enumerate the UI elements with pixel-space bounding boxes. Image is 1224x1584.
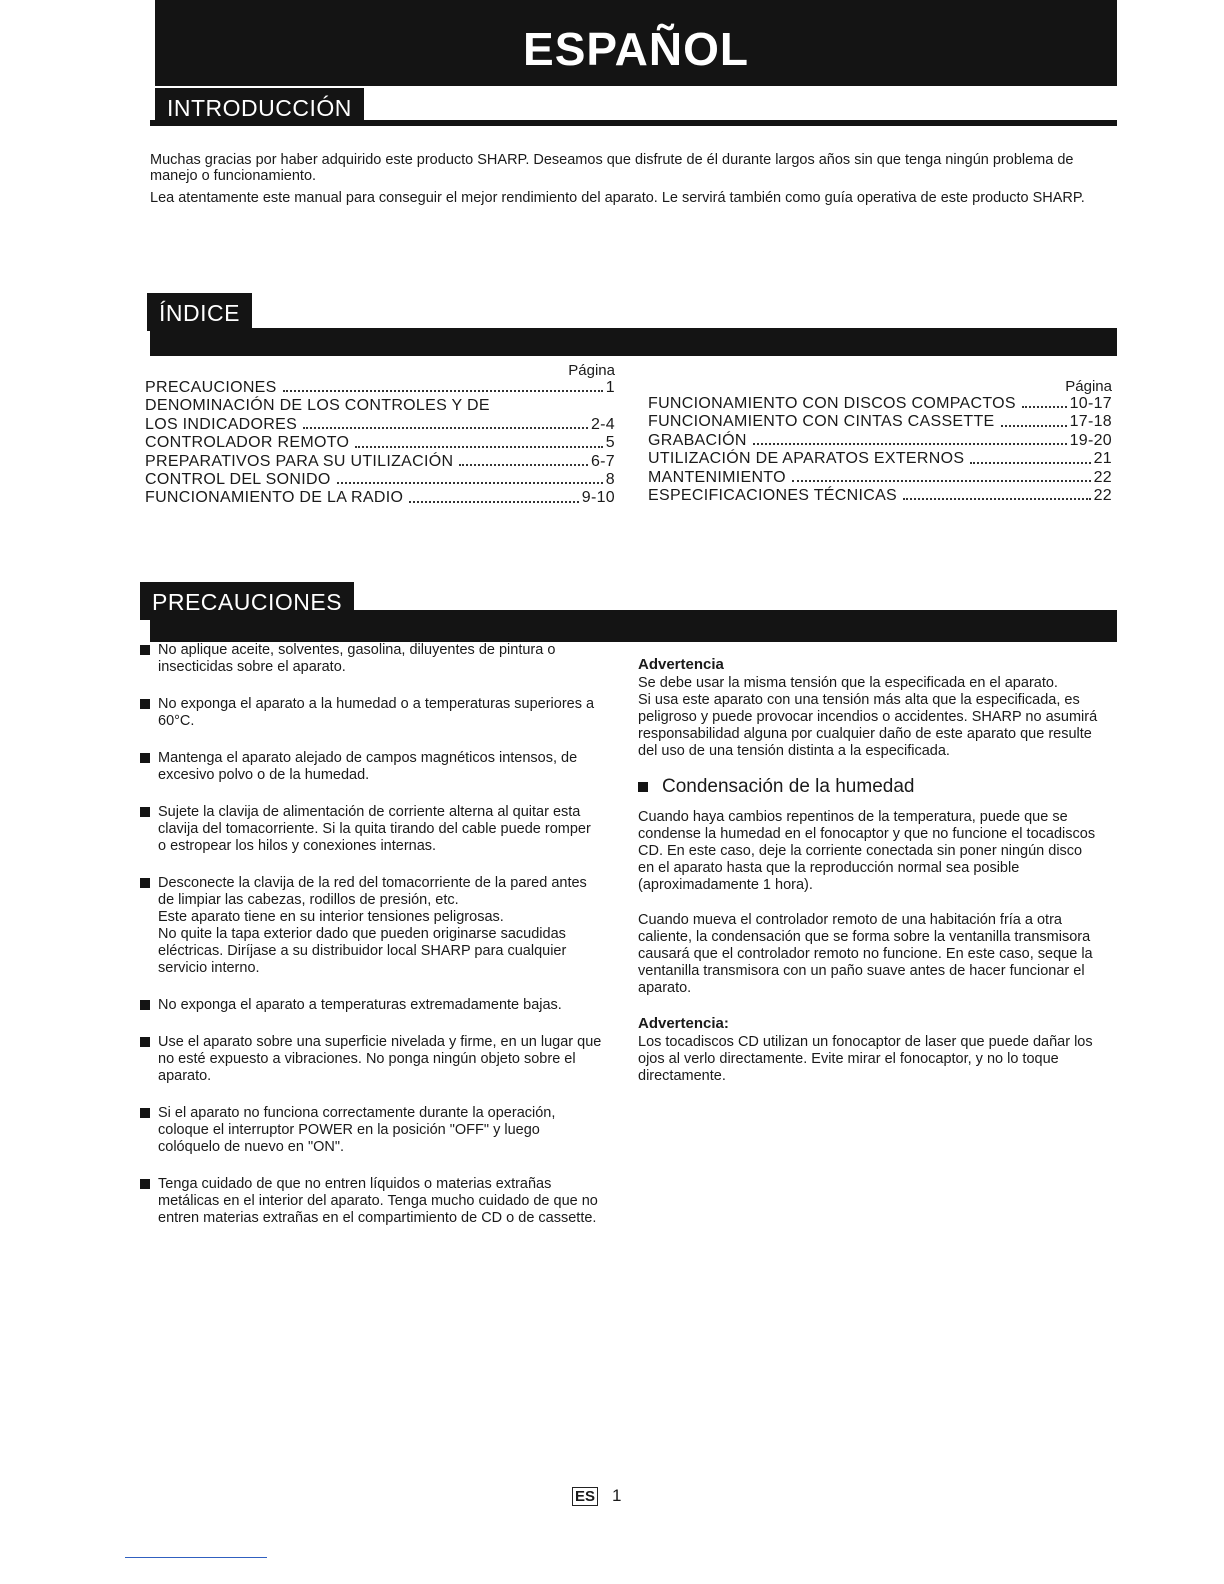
index-entry-page: 19-20 (1069, 431, 1112, 449)
page-number: 1 (612, 1486, 622, 1505)
index-entry-page: 8 (605, 471, 615, 489)
bullet-square-icon (638, 782, 648, 792)
index-right-column (648, 378, 1112, 505)
index-entry (145, 453, 615, 471)
precaution-text: Este aparato tiene en su interior tensiones peligrosas. (158, 909, 504, 925)
index-leader-dots (459, 464, 588, 466)
precaution-text: Sujete la clavija de alimentación de corriente alterna al quitar esta clavija del tomacorriente. Si la quita tirando del cable puede romper o estropear los hilos y conexiones internas. (158, 804, 591, 854)
index-entry-label: ESPECIFICACIONES TÉCNICAS (648, 487, 898, 505)
index-leader-dots (903, 498, 1091, 500)
bullet-square-icon (140, 1108, 150, 1118)
index-entry-label: CONTROLADOR REMOTO (145, 434, 350, 452)
index-entry-page: 5 (605, 434, 615, 452)
index-entry (648, 487, 1112, 505)
index-leader-dots (753, 443, 1067, 445)
index-entry-page: 22 (1093, 487, 1112, 505)
precaution-item (140, 804, 602, 855)
index-entry (145, 379, 615, 397)
index-entry-page: 9-10 (581, 489, 615, 507)
page-footer (572, 1486, 621, 1506)
page-title: ESPAÑOL (523, 23, 749, 75)
index-leader-dots (355, 446, 603, 448)
bullet-square-icon (140, 1037, 150, 1047)
footer-divider (125, 1557, 267, 1558)
precautions-list (140, 642, 602, 1247)
index-entry (145, 489, 615, 507)
index-entry (145, 397, 615, 415)
index-left-column (145, 362, 615, 508)
precaution-text: Tenga cuidado de que no entren líquidos o materias extrañas metálicas en el interior del aparato. Tenga mucho cuidado de que no entren materias extrañas en el compartimiento de CD o de cassette. (158, 1176, 598, 1226)
warning-heading: Advertencia (638, 656, 724, 673)
bullet-square-icon (140, 699, 150, 709)
index-leader-dots (303, 427, 588, 429)
index-entry-page: 17-18 (1069, 413, 1112, 431)
precautions-right-column (638, 656, 1100, 1103)
precaution-item (140, 1034, 602, 1085)
index-entry-page: 2-4 (590, 415, 615, 433)
index-entry-label: FUNCIONAMIENTO DE LA RADIO (145, 489, 404, 507)
index-leader-dots (970, 462, 1090, 464)
precaution-text: Si el aparato no funciona correctamente durante la operación, coloque el interruptor POWER en la posición "OFF" y luego colóquelo de nuevo en "ON". (158, 1105, 556, 1155)
precaution-text: No exponga el aparato a temperaturas extremadamente bajas. (158, 997, 562, 1013)
precaution-text: Desconecte la clavija de la red del tomacorriente de la pared antes de limpiar las cabezas, rodillos de presión, etc. (158, 875, 587, 908)
bullet-square-icon (140, 878, 150, 888)
intro-paragraph: Muchas gracias por haber adquirido este producto SHARP. Deseamos que disfrute de él durante largos años sin que tenga ningún problema de manejo o funcionamiento. (150, 152, 1074, 184)
precaution-item (140, 1105, 602, 1156)
bullet-square-icon (140, 807, 150, 817)
index-entry-label: GRABACIÓN (648, 431, 747, 449)
index-heading: ÍNDICE (147, 293, 252, 331)
laser-warning-text: Los tocadiscos CD utilizan un fonocaptor de laser que puede dañar los ojos al verlo directamente. Evite mirar el fonocaptor, y no lo toque directamente. (638, 1034, 1093, 1084)
index-entry (145, 416, 615, 434)
index-leader-dots (283, 390, 603, 392)
warning-text: Si usa este aparato con una tensión más alta que la especificada, es peligroso y puede provocar incendios o accidentes. SHARP no asumirá responsabilidad alguna por cualquier daño de este aparato que resulte del uso de una tensión distinta a la especificada. (638, 692, 1098, 759)
index-entry-label: PRECAUCIONES (145, 379, 277, 396)
index-entry-page: 21 (1093, 450, 1112, 468)
condensation-paragraph: Cuando haya cambios repentinos de la temperatura, puede que se condense la humedad en el fonocaptor y que no funcione el tocadiscos CD. En este caso, deje la corriente conectada sin poner ningún disco en el aparato hasta que la reproducción normal sea posible (aproximadamente 1 hora). (638, 809, 1096, 893)
bullet-square-icon (140, 645, 150, 655)
index-entry (648, 450, 1112, 468)
index-page-label: Página (1065, 378, 1112, 395)
index-entry-label: CONTROL DEL SONIDO (145, 471, 331, 489)
index-leader-dots (792, 480, 1091, 482)
precaution-text: Use el aparato sobre una superficie nivelada y firme, en un lugar que no esté expuesto a vibraciones. No ponga ningún objeto sobre el aparato. (158, 1034, 602, 1084)
index-entry-label: FUNCIONAMIENTO CON DISCOS COMPACTOS (648, 395, 1016, 412)
index-entry-label: PREPARATIVOS PARA SU UTILIZACIÓN (145, 452, 454, 470)
index-entry (648, 432, 1112, 450)
precaution-item (140, 997, 602, 1014)
precaution-item (140, 875, 602, 977)
index-entry-page: 6-7 (590, 452, 615, 470)
index-leader-dots (1022, 406, 1067, 408)
index-page-label: Página (568, 362, 615, 379)
condensation-heading-text: Condensación de la humedad (662, 776, 915, 797)
laser-warning-heading: Advertencia: (638, 1015, 729, 1032)
index-entry-label: LOS INDICADORES (145, 415, 298, 433)
precaution-text: No quite la tapa exterior dado que pueden originarse sacudidas eléctricas. Diríjase a su distribuidor local SHARP para cualquier servicio interno. (158, 926, 567, 976)
index-entry (145, 471, 615, 489)
precaution-item (140, 642, 602, 676)
warning-text: Se debe usar la misma tensión que la especificada en el aparato. (638, 675, 1058, 691)
index-entry-page: 10-17 (1069, 395, 1112, 412)
index-entry-label: UTILIZACIÓN DE APARATOS EXTERNOS (648, 450, 965, 468)
precaution-text: No aplique aceite, solventes, gasolina, diluyentes de pintura o insecticidas sobre el aparato. (158, 642, 556, 675)
index-entry (145, 434, 615, 452)
bullet-square-icon (140, 1179, 150, 1189)
precautions-heading: PRECAUCIONES (140, 582, 354, 620)
index-entry (648, 395, 1112, 413)
index-entry (648, 413, 1112, 431)
precaution-item (140, 750, 602, 784)
precaution-item (140, 696, 602, 730)
index-entry-label: DENOMINACIÓN DE LOS CONTROLES Y DE (145, 397, 490, 415)
index-entry-page: 1 (605, 379, 615, 396)
precaution-item (140, 1176, 602, 1227)
language-code-badge: ES (572, 1487, 598, 1506)
index-entry-page: 22 (1093, 468, 1112, 486)
intro-text (150, 152, 1115, 212)
bullet-square-icon (140, 753, 150, 763)
bullet-square-icon (140, 1000, 150, 1010)
index-leader-dots (1001, 425, 1067, 427)
condensation-paragraph: Cuando mueva el controlador remoto de una habitación fría a otra caliente, la condensación que se forma sobre la ventanilla transmisora causará que el controlador remoto no funcione. En este caso, seque la ventanilla transmisora con un paño suave antes de hacer funcionar el aparato. (638, 912, 1093, 996)
index-leader-dots (337, 482, 603, 484)
index-entry-label: FUNCIONAMIENTO CON CINTAS CASSETTE (648, 413, 995, 431)
index-entry (648, 469, 1112, 487)
index-rule (150, 328, 1117, 356)
precaution-text: Mantenga el aparato alejado de campos magnéticos intensos, de excesivo polvo o de la humedad. (158, 750, 578, 783)
intro-paragraph: Lea atentamente este manual para conseguir el mejor rendimiento del aparato. Le servirá también como guía operativa de este producto SHARP. (150, 190, 1085, 206)
index-leader-dots (409, 501, 579, 503)
condensation-heading (638, 778, 1100, 795)
intro-heading: INTRODUCCIÓN (155, 88, 364, 126)
precaution-text: No exponga el aparato a la humedad o a temperaturas superiores a 60°C. (158, 696, 595, 729)
index-entry-label: MANTENIMIENTO (648, 468, 786, 486)
